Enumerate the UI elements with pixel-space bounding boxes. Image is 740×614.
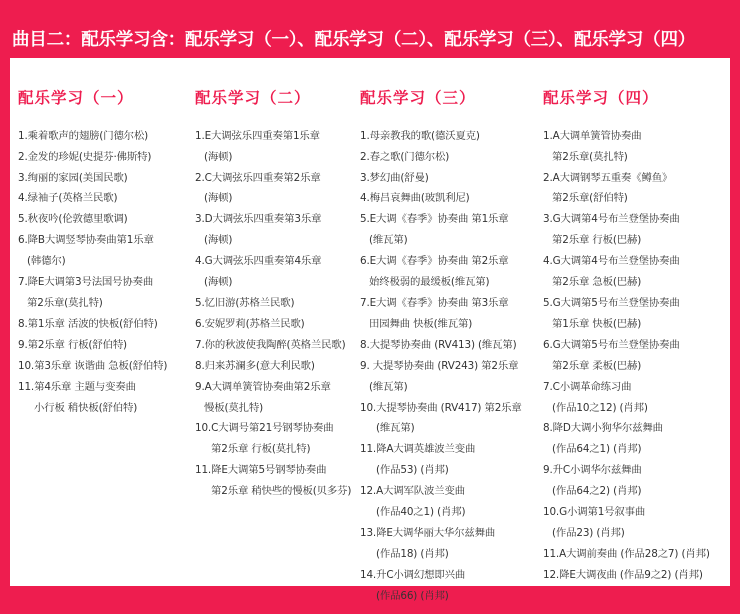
column-music-study-4	[543, 74, 730, 586]
piece-title: 6.安妮罗莉(苏格兰民歌)	[195, 317, 305, 330]
piece-detail: (韩德尔)	[27, 255, 66, 268]
piece-title: 12.降E大调夜曲 (作品9之2) (肖邦)	[543, 568, 703, 581]
list-item	[360, 398, 542, 440]
piece-title: 8.降D大调小狗华尔兹舞曲	[543, 422, 663, 435]
piece-title: 6.E大调《春季》协奏曲 第2乐章	[360, 255, 509, 268]
piece-title: 7.E大调《春季》协奏曲 第3乐章	[360, 296, 509, 309]
list-item	[18, 377, 196, 419]
piece-detail: 第2乐章 急板(巴赫)	[552, 276, 642, 289]
list-item	[195, 126, 363, 168]
list-item	[543, 126, 730, 168]
piece-detail: 第2乐章 行板(巴赫)	[552, 234, 642, 247]
piece-title: 9.第2乐章 行板(舒伯特)	[18, 338, 127, 351]
piece-title: 5.秋夜吟(伦敦德里歌调)	[18, 213, 128, 226]
list-item	[18, 356, 196, 377]
column-music-study-2	[195, 74, 363, 502]
list-item	[18, 335, 196, 356]
list-item	[360, 168, 542, 189]
list-item	[360, 481, 542, 523]
piece-title: 4.绿袖子(英格兰民歌)	[18, 192, 118, 205]
piece-title: 7.C小调革命练习曲	[543, 380, 632, 393]
piece-detail: (作品18) (肖邦)	[376, 547, 449, 560]
piece-title: 9.A大调单簧管协奏曲第2乐章	[195, 380, 331, 393]
piece-detail: 田园舞曲 快板(维瓦第)	[369, 317, 473, 330]
piece-title: 2.春之歌(门德尔松)	[360, 150, 450, 163]
list-item	[18, 209, 196, 230]
page-title: 曲目二：配乐学习含：配乐学习（一）、配乐学习（二）、配乐学习（三）、配乐学习（四）	[12, 30, 696, 50]
piece-title: 11.第4乐章 主题与变奏曲	[18, 380, 136, 393]
list-item	[360, 147, 542, 168]
piece-list	[543, 126, 730, 586]
list-item	[18, 314, 196, 335]
column-title: 配乐学习（二）	[195, 88, 311, 107]
piece-title: 2.金发的珍妮(史提芬·佛斯特)	[18, 150, 152, 163]
piece-title: 11.降E大调第5号钢琴协奏曲	[195, 464, 327, 477]
column-title: 配乐学习（一）	[18, 88, 134, 107]
list-item	[360, 439, 542, 481]
piece-title: 10.大提琴协奏曲 (RV417) 第2乐章	[360, 401, 522, 414]
piece-detail: (海顿)	[204, 234, 233, 247]
list-item	[360, 356, 542, 398]
piece-title: 10.第3乐章 诙谐曲 急板(舒伯特)	[18, 359, 168, 372]
column-music-study-1	[18, 74, 196, 418]
list-item	[360, 293, 542, 335]
piece-title: 5.G大调第5号布兰登堡协奏曲	[543, 296, 680, 309]
list-item	[543, 209, 730, 251]
piece-title: 11.A大调前奏曲 (作品28之7) (肖邦)	[543, 547, 710, 560]
list-item	[543, 565, 730, 586]
piece-title: 2.A大调钢琴五重奏《鳟鱼》	[543, 171, 673, 184]
list-item	[18, 147, 196, 168]
piece-title: 7.降E大调第3号法国号协奏曲	[18, 276, 154, 289]
piece-title: 9. 大提琴协奏曲 (RV243) 第2乐章	[360, 359, 519, 372]
list-item	[18, 272, 196, 314]
list-item	[195, 251, 363, 293]
piece-detail: 第2乐章(舒伯特)	[552, 192, 628, 205]
piece-title: 5.E大调《春季》协奏曲 第1乐章	[360, 213, 509, 226]
piece-detail: 第2乐章(莫扎特)	[552, 150, 628, 163]
piece-detail: 第2乐章 行板(莫扎特)	[211, 443, 311, 456]
piece-list	[195, 126, 363, 502]
list-item	[195, 314, 363, 335]
list-item	[18, 126, 196, 147]
piece-detail: (作品40之1) (肖邦)	[376, 506, 466, 519]
column-title: 配乐学习（三）	[360, 88, 476, 107]
piece-detail: (海顿)	[204, 150, 233, 163]
piece-detail: 慢板(莫扎特)	[204, 401, 264, 414]
list-item	[543, 502, 730, 544]
list-item	[360, 188, 542, 209]
piece-title: 6.降B大调竖琴协奏曲第1乐章	[18, 234, 154, 247]
piece-list	[18, 126, 196, 419]
list-item	[18, 230, 196, 272]
list-item	[195, 460, 363, 502]
list-item	[18, 168, 196, 189]
list-item	[195, 209, 363, 251]
piece-title: 2.C大调弦乐四重奏第2乐章	[195, 171, 321, 184]
list-item	[543, 251, 730, 293]
piece-detail: (作品53) (肖邦)	[376, 464, 449, 477]
piece-detail: 始终极弱的最缓板(维瓦第)	[369, 276, 490, 289]
piece-detail: 第1乐章 快板(巴赫)	[552, 317, 642, 330]
piece-title: 1.母亲教我的歌(德沃夏克)	[360, 129, 480, 142]
list-item	[543, 377, 730, 419]
piece-title: 4.G大调第4号布兰登堡协奏曲	[543, 255, 680, 268]
piece-title: 1.A大调单簧管协奏曲	[543, 129, 642, 142]
piece-title: 3.G大调第4号布兰登堡协奏曲	[543, 213, 680, 226]
piece-detail: 第2乐章(莫扎特)	[27, 296, 103, 309]
piece-title: 1.乘着歌声的翅膀(门德尔松)	[18, 129, 149, 142]
piece-title: 4.G大调弦乐四重奏第4乐章	[195, 255, 322, 268]
piece-title: 13.降E大调华丽大华尔兹舞曲	[360, 526, 496, 539]
list-item	[195, 335, 363, 356]
piece-title: 4.梅吕哀舞曲(玻凯利尼)	[360, 192, 470, 205]
piece-title: 8.大提琴协奏曲 (RV413) (维瓦第)	[360, 338, 517, 351]
piece-title: 10.G小调第1号叙事曲	[543, 506, 646, 519]
list-item	[360, 565, 542, 607]
piece-title: 6.G大调第5号布兰登堡协奏曲	[543, 338, 680, 351]
piece-detail: 第2乐章 稍快些的慢板(贝多芬)	[211, 485, 352, 498]
list-item	[195, 377, 363, 419]
piece-detail: 第2乐章 柔板(巴赫)	[552, 359, 642, 372]
piece-title: 14.升C小调幻想即兴曲	[360, 568, 466, 581]
list-item	[543, 293, 730, 335]
list-item	[543, 460, 730, 502]
piece-title: 8.归来苏澜多(意大利民歌)	[195, 359, 315, 372]
list-item	[543, 544, 730, 565]
piece-detail: (作品10之12) (肖邦)	[552, 401, 648, 414]
piece-title: 7.你的秋波使我陶醉(英格兰民歌)	[195, 338, 346, 351]
piece-detail: (海顿)	[204, 276, 233, 289]
piece-detail: (维瓦第)	[369, 234, 408, 247]
piece-detail: (维瓦第)	[369, 380, 408, 393]
piece-title: 3.D大调弦乐四重奏第3乐章	[195, 213, 322, 226]
piece-title: 5.忆旧游(苏格兰民歌)	[195, 296, 295, 309]
list-item	[18, 188, 196, 209]
piece-title: 11.降A大调英雄波兰变曲	[360, 443, 476, 456]
list-item	[360, 209, 542, 251]
list-item	[543, 335, 730, 377]
piece-detail: (作品66) (肖邦)	[376, 589, 449, 602]
piece-title: 3.梦幻曲(舒曼)	[360, 171, 429, 184]
piece-detail: (作品23) (肖邦)	[552, 526, 625, 539]
piece-title: 12.A大调军队波兰变曲	[360, 485, 465, 498]
piece-title: 10.C大调号第21号钢琴协奏曲	[195, 422, 334, 435]
piece-detail: (作品64之1) (肖邦)	[552, 443, 642, 456]
piece-detail: (维瓦第)	[376, 422, 415, 435]
content-panel	[10, 58, 730, 602]
list-item	[543, 418, 730, 460]
list-item	[195, 168, 363, 210]
list-item	[195, 418, 363, 460]
list-item	[360, 126, 542, 147]
piece-detail: 小行板 稍快板(舒伯特)	[34, 401, 138, 414]
piece-list	[360, 126, 542, 607]
list-item	[360, 251, 542, 293]
piece-detail: (作品64之2) (肖邦)	[552, 485, 642, 498]
list-item	[360, 523, 542, 565]
column-music-study-3	[360, 74, 542, 607]
piece-title: 3.绚丽的家园(美国民歌)	[18, 171, 128, 184]
piece-detail: (海顿)	[204, 192, 233, 205]
list-item	[543, 168, 730, 210]
column-title: 配乐学习（四）	[543, 88, 659, 107]
list-item	[360, 335, 542, 356]
list-item	[195, 356, 363, 377]
piece-title: 1.E大调弦乐四重奏第1乐章	[195, 129, 320, 142]
piece-title: 9.升C小调华尔兹舞曲	[543, 464, 642, 477]
piece-title: 8.第1乐章 活波的快板(舒伯特)	[18, 317, 158, 330]
list-item	[195, 293, 363, 314]
